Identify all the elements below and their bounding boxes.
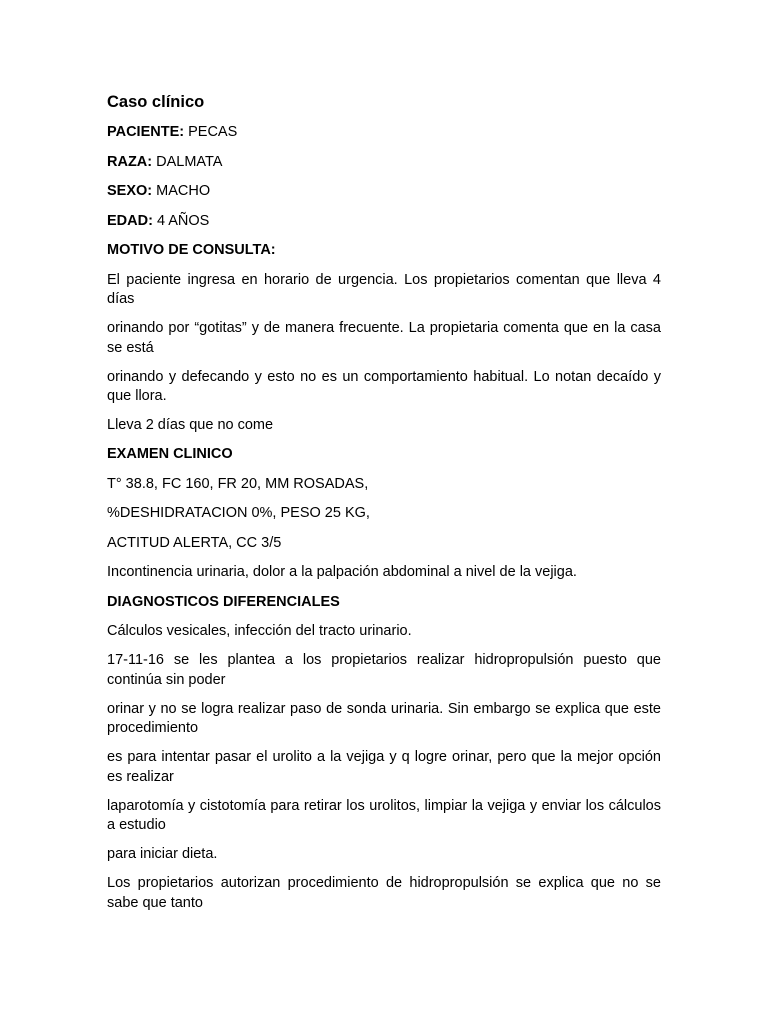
exam-line: %DESHIDRATACION 0%, PESO 25 KG, [107,505,370,521]
section-heading-examen: EXAMEN CLINICO [107,446,233,462]
field-raza [107,153,661,173]
paragraph: El paciente ingresa en horario de urgencia. Los propietarios comentan que lleva 4 días [107,271,661,307]
paragraph: Los propietarios autorizan procedimiento de hidropropulsión se explica que no se sabe que tanto [107,875,661,911]
section-heading-motivo: MOTIVO DE CONSULTA: [107,242,276,258]
exam-line: ACTITUD ALERTA, CC 3/5 [107,534,282,551]
field-paciente [107,123,661,143]
field-label: SEXO: [107,183,153,199]
field-value: 4 AÑOS [152,212,210,229]
paragraph: para iniciar dieta. [107,846,218,862]
field-edad [107,212,661,232]
document-title: Caso clínico [107,93,205,111]
field-value: DALMATA [152,153,223,170]
paragraph: 17-11-16 se les plantea a los propietarios realizar hidropropulsión puesto que continúa sin poder [107,652,661,688]
field-value: MACHO [152,183,211,199]
exam-line: Incontinencia urinaria, dolor a la palpación abdominal a nivel de la vejiga. [107,564,577,580]
field-sexo [107,182,661,202]
document-page [107,92,661,923]
field-label: PACIENTE: [107,124,185,140]
paragraph: orinando y defecando y esto no es un comportamiento habitual. Lo notan decaído y que llora. [107,368,661,404]
field-label: EDAD: [107,212,153,229]
section-heading-diagnosticos: DIAGNOSTICOS DIFERENCIALES [107,593,340,610]
paragraph: orinar y no se logra realizar paso de sonda urinaria. Sin embargo se explica que este procedimiento [107,700,661,736]
paragraph: es para intentar pasar el urolito a la vejiga y q logre orinar, pero que la mejor opción es realizar [107,749,661,785]
field-value: PECAS [184,124,238,140]
paragraph: Lleva 2 días que no come [107,417,274,433]
field-label: RAZA: [107,153,153,170]
paragraph: Cálculos vesicales, infección del tracto urinario. [107,623,412,639]
paragraph: laparotomía y cistotomía para retirar los urolitos, limpiar la vejiga y enviar los cálculos a estudio [107,797,661,833]
exam-line: T° 38.8, FC 160, FR 20, MM ROSADAS, [107,475,369,492]
paragraph: orinando por “gotitas” y de manera frecuente. La propietaria comenta que en la casa se está [107,320,661,356]
